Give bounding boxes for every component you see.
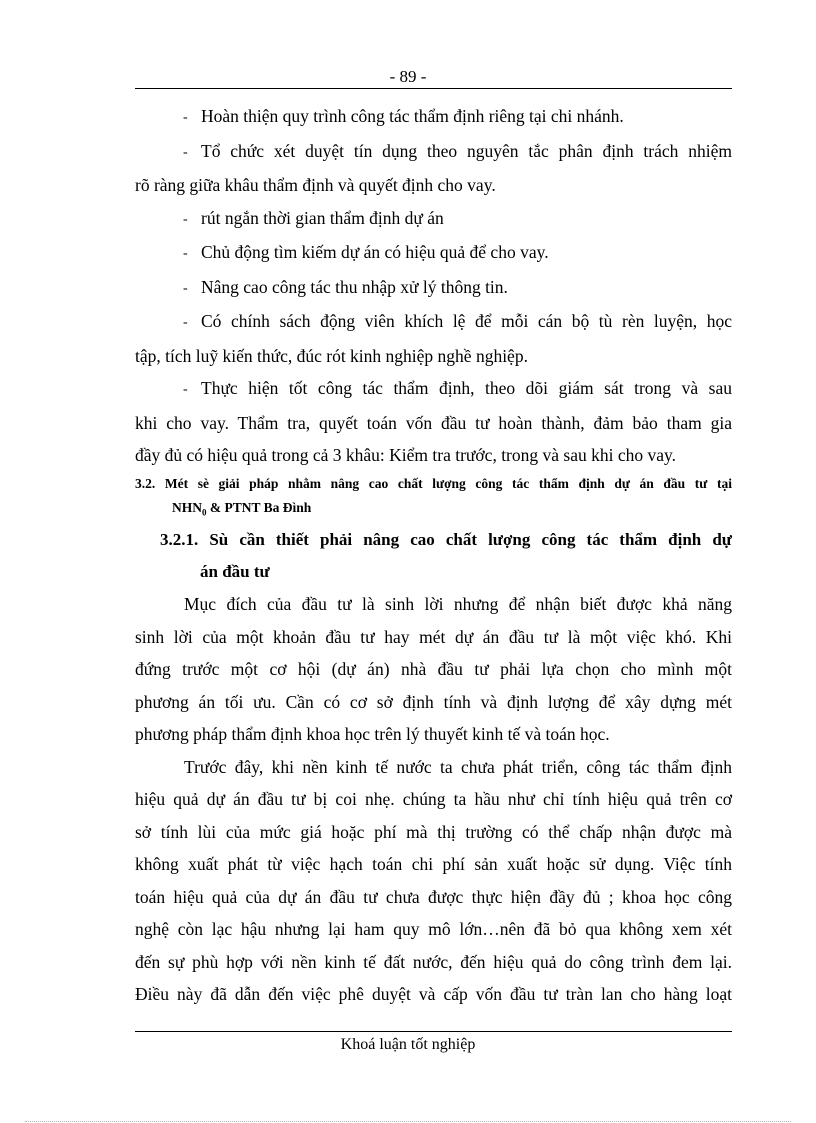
bullet-text: Tổ chức xét duyệt tín dụng theo nguyên tắc phân định trách nhiệm [201,140,732,161]
paragraph-line: Điều này đã dẫn đến việc phê duyệt và cấp vốn đầu tư tràn lan cho hàng loạt [135,984,732,1005]
paragraph-line: Mục đích của đầu tư là sinh lời nhưng để nhận biết được khả năng [184,594,732,615]
bullet-continuation: khi cho vay. Thẩm tra, quyết toán vốn đầu tư hoàn thành, đảm bảo tham gia [135,412,732,433]
footer-text: Khoá luận tốt nghiệp [340,1036,476,1053]
bullet-item [135,135,732,170]
bullet-text: Nâng cao công tác thu nhập xử lý thông tin. [201,276,508,297]
page-number: - 89 - [389,67,427,86]
subsection-heading: 3.2.1. Sù cần thiết phải nâng cao chất lượng công tác thẩm định dự [160,530,732,550]
bullet-marker: ‐ [183,315,188,330]
paragraph-line: phương án tối ưu. Cần có cơ sở định tính và định lượng để xây dựng mét [135,691,732,712]
paragraph-line: sở tính lùi của mức giá hoặc phí mà thị trường có thể chấp nhận được mà [135,821,732,842]
bullet-item [135,236,732,271]
bullet-marker: ‐ [183,144,188,160]
paragraph-line: không xuất phát từ việc hạch toán chi phí sản xuất hoặc sử dụng. Việc tính [135,854,732,875]
bullet-text: Chủ động tìm kiếm dự án có hiệu quả để cho vay. [201,242,549,262]
bullet-continuation: tập, tích luỹ kiến thức, đúc rót kinh nghiệp nghề nghiệp. [135,345,528,366]
bullet-text: Hoàn thiện quy trình công tác thẩm định riêng tại chi nhánh. [201,106,624,126]
bullet-marker: ‐ [183,280,188,296]
bullet-continuation: đầy đủ có hiệu quả trong cả 3 khâu: Kiểm tra trước, trong và sau khi cho vay. [135,445,676,465]
bullet-item [135,271,732,306]
paragraph-line: phương pháp thẩm định khoa học trên lý thuyết kinh tế và toán học. [135,724,610,745]
paragraph-line: sinh lời của một khoản đầu tư hay mét dự án đầu tư là một việc khó. Khi [135,626,732,647]
paragraph-line: toán hiệu quả của dự án đầu tư chưa được thực hiện đầy đủ ; khoa học công [135,886,732,907]
paragraph-line: Trước đây, khi nền kinh tế nước ta chưa phát triển, công tác thẩm định [184,756,732,777]
paragraph-line: đứng trước một cơ hội (dự án) nhà đầu tư phải lựa chọn cho mình một [135,659,732,680]
bullet-item [135,372,732,407]
bullet-text: Thực hiện tốt công tác thẩm định, theo dõi giám sát trong và sau [201,378,732,398]
paragraph-line: nghệ còn lạc hậu nhưng lại ham quy mô lớn…nên đã bỏ qua không xem xét [135,919,732,940]
paragraph-line: hiệu quả dự án đầu tư bị coi nhẹ. chúng ta hầu như chỉ tính hiệu quả trên cơ [135,789,732,810]
section-heading-branch: & PTNT Ba Đình [206,499,312,515]
section-heading-bank: NHN [172,499,202,515]
bullet-marker: ‐ [183,382,188,397]
bullet-item [135,202,732,237]
header-rule [135,88,732,89]
footer-rule [135,1031,732,1032]
bullet-marker: ‐ [183,110,188,125]
bullet-item [135,100,732,135]
section-heading: 3.2. Mét sè giải pháp nhằm nâng cao chất lượng công tác thẩm định dự án đầu tư tại [135,475,732,491]
section-heading-continuation [135,496,732,525]
bullet-text: rút ngắn thời gian thẩm định dự án [201,207,444,228]
bullet-text: Có chính sách động viên khích lệ để mỗi cán bộ tù rèn luyện, học [201,311,732,331]
paragraph-line: đến sự phù hợp với nền kinh tế đất nước, đến hiệu quả do công trình đem lại. [135,951,732,972]
subsection-heading-continuation: án đầu tư [200,562,270,582]
document-body [135,100,732,1011]
bullet-marker: ‐ [183,211,188,227]
bullet-item [135,305,732,340]
bullet-continuation: rõ ràng giữa khâu thẩm định và quyết định cho vay. [135,175,496,195]
section-heading-subscript: 0 [202,507,207,518]
bullet-marker: ‐ [183,246,188,261]
page-bottom-border [25,1121,791,1122]
